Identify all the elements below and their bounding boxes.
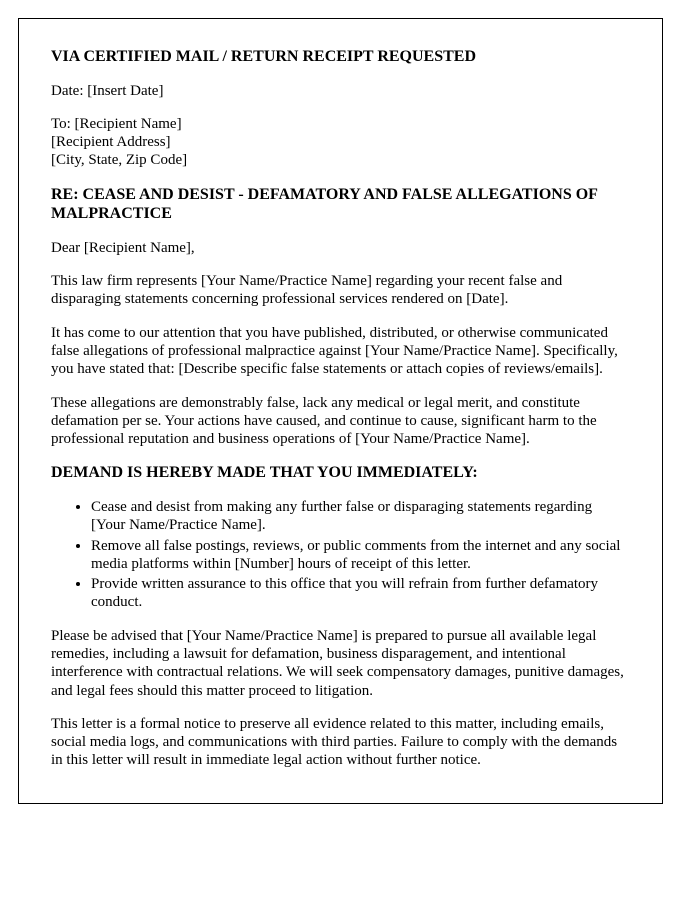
salutation: Dear [Recipient Name], [51,239,195,256]
recipient-block [51,115,630,170]
demand-item-cease: • Cease and desist from making any further false or disparaging statements regarding [Your Name/Practice Name]. [91,498,630,535]
certified-mail-line: VIA CERTIFIED MAIL / RETURN RECEIPT REQUESTED [51,48,477,65]
recipient-address-line: [Recipient Address] [51,134,171,151]
date-line: Date: [Insert Date] [51,82,164,99]
recipient-to-line: To: [Recipient Name] [51,115,182,132]
paragraph-evidence-notice: This letter is a formal notice to preserve all evidence related to this matter, including emails, social media logs, and communications with third parties. Failure to comply with the demands in this letter will result in immediate legal action without further notice. [51,715,618,769]
demand-list [51,498,630,612]
demand-heading: DEMAND IS HEREBY MADE THAT YOU IMMEDIATELY: [51,464,478,482]
paragraph-legal-remedies: Please be advised that [Your Name/Practice Name] is prepared to pursue all available legal remedies, including a lawsuit for defamation, business disparagement, and intentional interference with contractual relations. We will seek compensatory damages, punitive damages, and legal fees should this matter proceed to litigation. [51,627,624,699]
paragraph-allegations: It has come to our attention that you have published, distributed, or otherwise communicated false allegations of professional malpractice against [Your Name/Practice Name]. Specifically, you have stated that: [Describe specific false statements or attach copies of reviews/emails]. [51,324,618,378]
demand-item-remove: • Remove all false postings, reviews, or public comments from the internet and any social media platforms within [Number] hours of receipt of this letter. [91,537,630,574]
paragraph-defamation: These allegations are demonstrably false, lack any medical or legal merit, and constitute defamation per se. Your actions have caused, and continue to cause, significant harm to the professional reputation and business operations of [Your Name/Practice Name]. [51,394,597,448]
letter-page [18,18,663,804]
subject-line: RE: CEASE AND DESIST - DEFAMATORY AND FALSE ALLEGATIONS OF MALPRACTICE [51,185,598,223]
paragraph-representation: This law firm represents [Your Name/Practice Name] regarding your recent false and disparaging statements concerning professional services rendered on [Date]. [51,273,563,308]
recipient-city-line: [City, State, Zip Code] [51,152,188,169]
demand-item-assurance: • Provide written assurance to this office that you will refrain from further defamatory conduct. [91,575,630,612]
